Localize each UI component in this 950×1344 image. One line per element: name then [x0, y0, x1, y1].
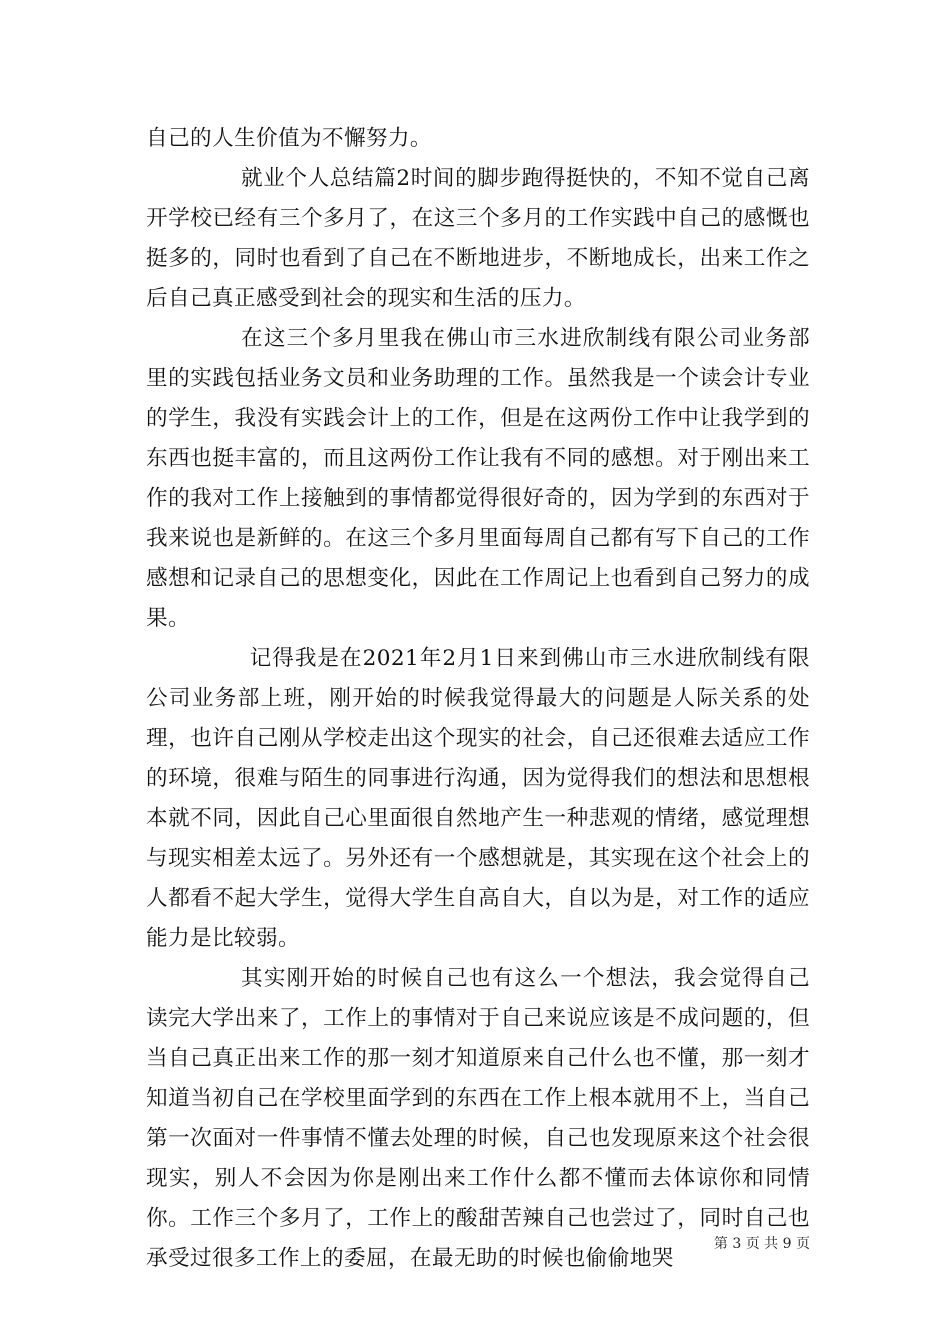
document-body — [146, 119, 810, 1279]
page-number: 第 3 页 共 9 页 — [713, 1236, 810, 1252]
paragraph-reflection: 其实刚开始的时候自己也有这么一个想法，我会觉得自己读完大学出来了，工作上的事情对于自己来说应该是不成问题的，但当自己真正出来工作的那一刻才知道原来自己什么也不懂，那一刻才知道当初自己在学校里面学到的东西在工作上根本就用不上，当自己第一次面对一件事情不懂去处理的时候，自己也发现原来这个社会很现实，别人不会因为你是刚出来工作什么都不懂而去体谅你和同情你。工作三个多月了，工作上的酸甜苦辣自己也尝过了，同时自己也承受过很多工作上的委屈，在最无助的时候也偷偷地哭 — [146, 966, 810, 1271]
paragraph-first-day: 记得我是在2021年2月1日来到佛山市三水进欣制线有限公司业务部上班，刚开始的时候我觉得最大的问题是人际关系的处理，也许自己刚从学校走出这个现实的社会，自己还很难去适应工作的环境，很难与陌生的同事进行沟通，因为觉得我们的想法和思想根本就不同，因此自己心里面很自然地产生一种悲观的情绪，感觉理想与现实相差太远了。另外还有一个感想就是，其实现在这个社会上的人都看不起大学生，觉得大学生自高自大，自以为是，对工作的适应能力是比较弱。 — [146, 646, 810, 951]
paragraph-work-practice: 在这三个多月里我在佛山市三水进欣制线有限公司业务部里的实践包括业务文员和业务助理的工作。虽然我是一个读会计专业的学生，我没有实践会计上的工作，但是在这两份工作中让我学到的东西也挺丰富的，而且这两份工作让我有不同的感想。对于刚出来工作的我对工作上接触到的事情都觉得很好奇的，因为学到的东西对于我来说也是新鲜的。在这三个多月里面每周自己都有写下自己的工作感想和记录自己的思想变化，因此在工作周记上也看到自己努力的成果。 — [146, 326, 810, 631]
paragraph-continuation: 自己的人生价值为不懈努力。 — [146, 126, 432, 151]
paragraph-summary-intro: 就业个人总结篇2时间的脚步跑得挺快的，不知不觉自己离开学校已经有三个多月了，在这三个多月的工作实践中自己的感慨也挺多的，同时也看到了自己在不断地进步，不断地成长，出来工作之后自己真正感受到社会的现实和生活的压力。 — [146, 166, 810, 311]
